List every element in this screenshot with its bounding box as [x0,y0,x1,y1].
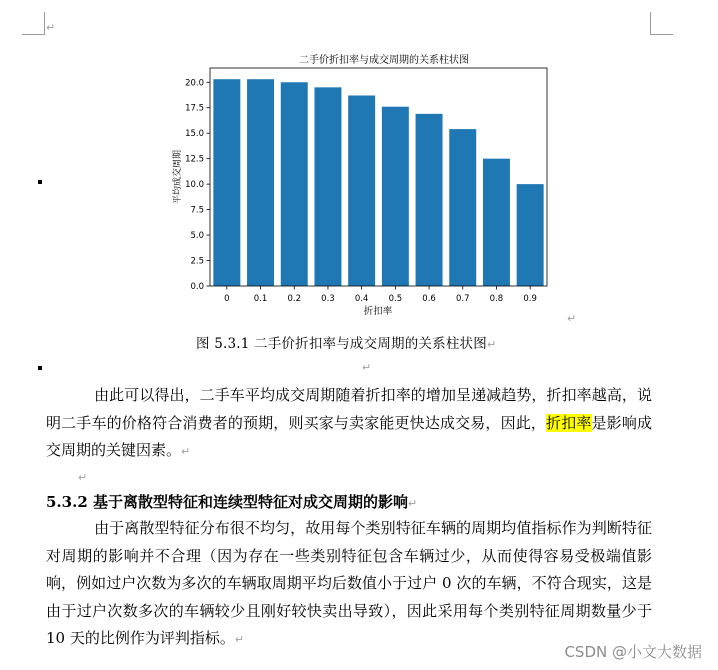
bar-0.3 [314,87,341,286]
y-tick-label: 20.0 [185,78,204,89]
paragraph-text: 是影响成交周期的关键因素。 [46,413,652,459]
y-tick-label: 2.5 [190,256,204,267]
bar-0.6 [416,114,443,286]
paragraph-text: 由此可以得出，二手车平均成交周期随着折扣率的增加呈递减趋势，折扣率越高，说明二手车的价格符合消费者的预期，则买家与卖家能更快达成交易，因此， [46,386,652,432]
bar-0.4 [348,96,375,286]
page-corner-top-right [650,12,673,35]
y-tick-label: 5.0 [190,231,204,242]
return-mark-icon: ↵ [407,497,418,510]
x-tick-label: 0.7 [455,294,470,304]
x-tick-label: 0.3 [321,294,335,304]
figure-caption-text: 图 5.3.1 二手价折扣率与成交周期的关系柱状图 [196,336,487,352]
y-tick-label: 10.0 [185,180,204,191]
page-corner-top-left [22,12,45,35]
body-paragraph [46,382,652,466]
x-tick-label: 0.5 [388,294,403,304]
chart-title: 二手价折扣率与成交周期的关系柱状图 [299,55,469,66]
bar-chart [160,48,560,318]
bar-0.5 [382,107,409,286]
y-tick-label: 17.5 [185,103,204,114]
return-mark-icon: ↵ [567,312,577,325]
return-mark-icon: ↵ [234,633,245,646]
return-mark-icon: ↵ [486,338,497,351]
paragraph-text: 由于离散型特征分布很不均匀，故用每个类别特征车辆的周期均值指标作为判断特征对周期的影响并不合理（因为存在一些类别特征包含车辆过少，从而使得容易受极端值影响，例如过户次数为多次的车辆取周期平均后数值小于过户 0 次的车辆，不符合现实，这是由于过户次数多次的车辆较少且刚好较快卖出导致），因此采用每个类别特征周期数量少于 10 天的比例作为评判指标。 [46,519,652,647]
y-tick-label: 12.5 [185,154,204,165]
bar-0.1 [247,79,274,286]
x-tick-label: 0.6 [422,294,436,304]
paragraph-mark [38,180,42,184]
x-axis-label: 折扣率 [363,306,393,317]
bar-group [213,79,543,286]
bar-0.9 [517,184,544,286]
return-mark-icon: ↵ [362,361,372,374]
paragraph-mark [38,366,42,370]
x-tick-label: 0 [224,294,230,304]
x-tick-label: 0.9 [523,294,537,304]
y-axis [185,78,210,292]
section-heading-text: 5.3.2 基于离散型特征和连续型特征对成交周期的影响 [46,493,408,511]
bar-0 [213,79,240,286]
x-tick-label: 0.4 [354,294,369,304]
highlighted-text[interactable]: 折扣率 [546,413,592,432]
figure-caption [196,332,496,352]
return-mark-icon: ↵ [181,445,191,458]
x-tick-label: 0.8 [489,294,504,304]
return-mark-icon: ↵ [46,21,56,34]
return-mark-icon: ↵ [78,471,88,484]
bar-0.2 [281,82,308,286]
bar-0.8 [483,159,510,286]
y-tick-label: 15.0 [185,129,204,140]
y-tick-label: 7.5 [190,205,204,216]
y-axis-label: 平均成交周期 [173,149,183,205]
x-tick-label: 0.2 [287,294,302,304]
y-tick-label: 0.0 [190,282,204,292]
x-tick-label: 0.1 [253,294,268,304]
bar-0.7 [449,129,476,286]
x-axis [224,286,537,304]
body-paragraph [46,515,652,654]
watermark: CSDN @小文大数据 [564,643,702,661]
section-heading [46,491,417,512]
